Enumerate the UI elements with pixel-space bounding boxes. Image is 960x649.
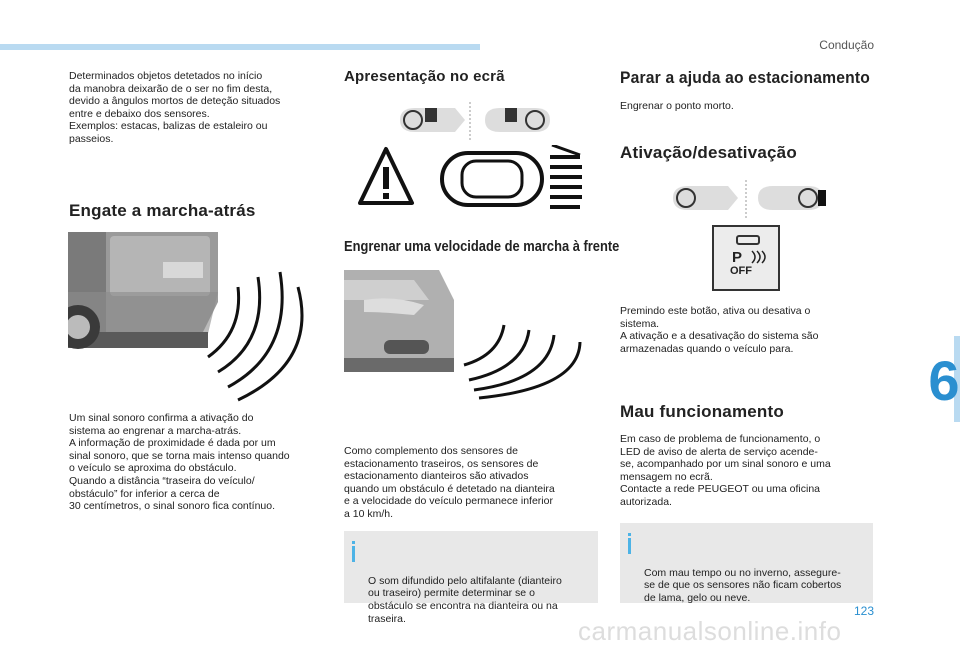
note-box-weather — [620, 523, 873, 603]
malfunction-text: Em caso de problema de funcionamento, o LED de aviso de alerta de serviço acende- se, acompanhado por um sinal sonoro e uma mensagem no ecrã. Contacte a rede PEUGEOT ou uma oficina autorizada. — [620, 433, 831, 508]
note-text: Com mau tempo ou no inverno, assegure- se de que os sensores não ficam cobertos de lama, gelo ou neve. — [644, 566, 842, 604]
activation-indicator-illustration — [668, 180, 828, 220]
reverse-text: Um sinal sonoro confirma a ativação do sistema ao engrenar a marcha-atrás. A informação de proximidade é dada por um sinal sonoro, que se torna mais intenso quando o veículo se aproxima do obstáculo. Quando a distância “traseira do veículo/ obstáculo” for inferior a cerca de 30 centímetros, o sinal sonoro fica contínuo. — [69, 412, 290, 513]
heading-screen: Apresentação no ecrã — [344, 68, 505, 85]
heading-forward-gear: Engrenar uma velocidade de marcha à frente — [344, 238, 620, 255]
sensor-waves-icon — [750, 249, 770, 265]
note-box-speaker — [344, 531, 598, 625]
car-sensor-display-icon — [440, 145, 585, 217]
park-assist-off-button[interactable] — [712, 225, 780, 291]
heading-malfunction: Mau funcionamento — [620, 402, 784, 421]
info-icon — [352, 541, 355, 544]
rear-car-illustration — [68, 232, 322, 402]
heading-activation: Ativação/desativação — [620, 143, 797, 162]
info-icon — [628, 533, 631, 536]
watermark: carmanualsonline.info — [578, 616, 842, 646]
chapter-number: 6 — [928, 348, 960, 412]
led-indicator — [736, 235, 760, 245]
info-icon-bar — [352, 546, 355, 562]
header-bar — [0, 44, 480, 50]
activation-text: Premindo este botão, ativa ou desativa o sistema. A ativação e a desativação do sistema são armazenadas quando o veículo para. — [620, 305, 819, 355]
note-text: O som difundido pelo altifalante (dianteiro ou traseiro) permite determinar se o obstáculo se encontra na dianteira ou na traseira. — [368, 574, 562, 625]
warning-triangle-icon — [356, 145, 416, 210]
button-p-label: P — [732, 249, 743, 266]
heading-stop-assist: Parar a ajuda ao estacionamento — [620, 68, 870, 87]
section-title: Condução — [819, 38, 874, 52]
forward-text: Como complemento dos sensores de estacionamento traseiros, os sensores de estacionamento dianteiros são ativados quando um obstáculo é detetado na dianteira e a velocidade do veículo permanece inferior a 10 km/h. — [344, 445, 555, 520]
screen-indicator-illustration — [395, 100, 555, 142]
button-off-label: OFF — [730, 265, 752, 277]
page-number: 123 — [853, 604, 874, 618]
front-car-illustration — [344, 270, 596, 400]
heading-reverse-gear: Engate a marcha-atrás — [69, 201, 256, 220]
stop-assist-text: Engrenar o ponto morto. — [620, 100, 734, 112]
intro-text: Determinados objetos detetados no início da manobra deixarão de o ser no fim desta, devido a ângulos mortos de deteção situados entre e debaixo dos sensores. Exemplos: estacas, balizas de estaleiro ou passeios. — [69, 70, 281, 145]
info-icon-bar — [628, 538, 631, 554]
